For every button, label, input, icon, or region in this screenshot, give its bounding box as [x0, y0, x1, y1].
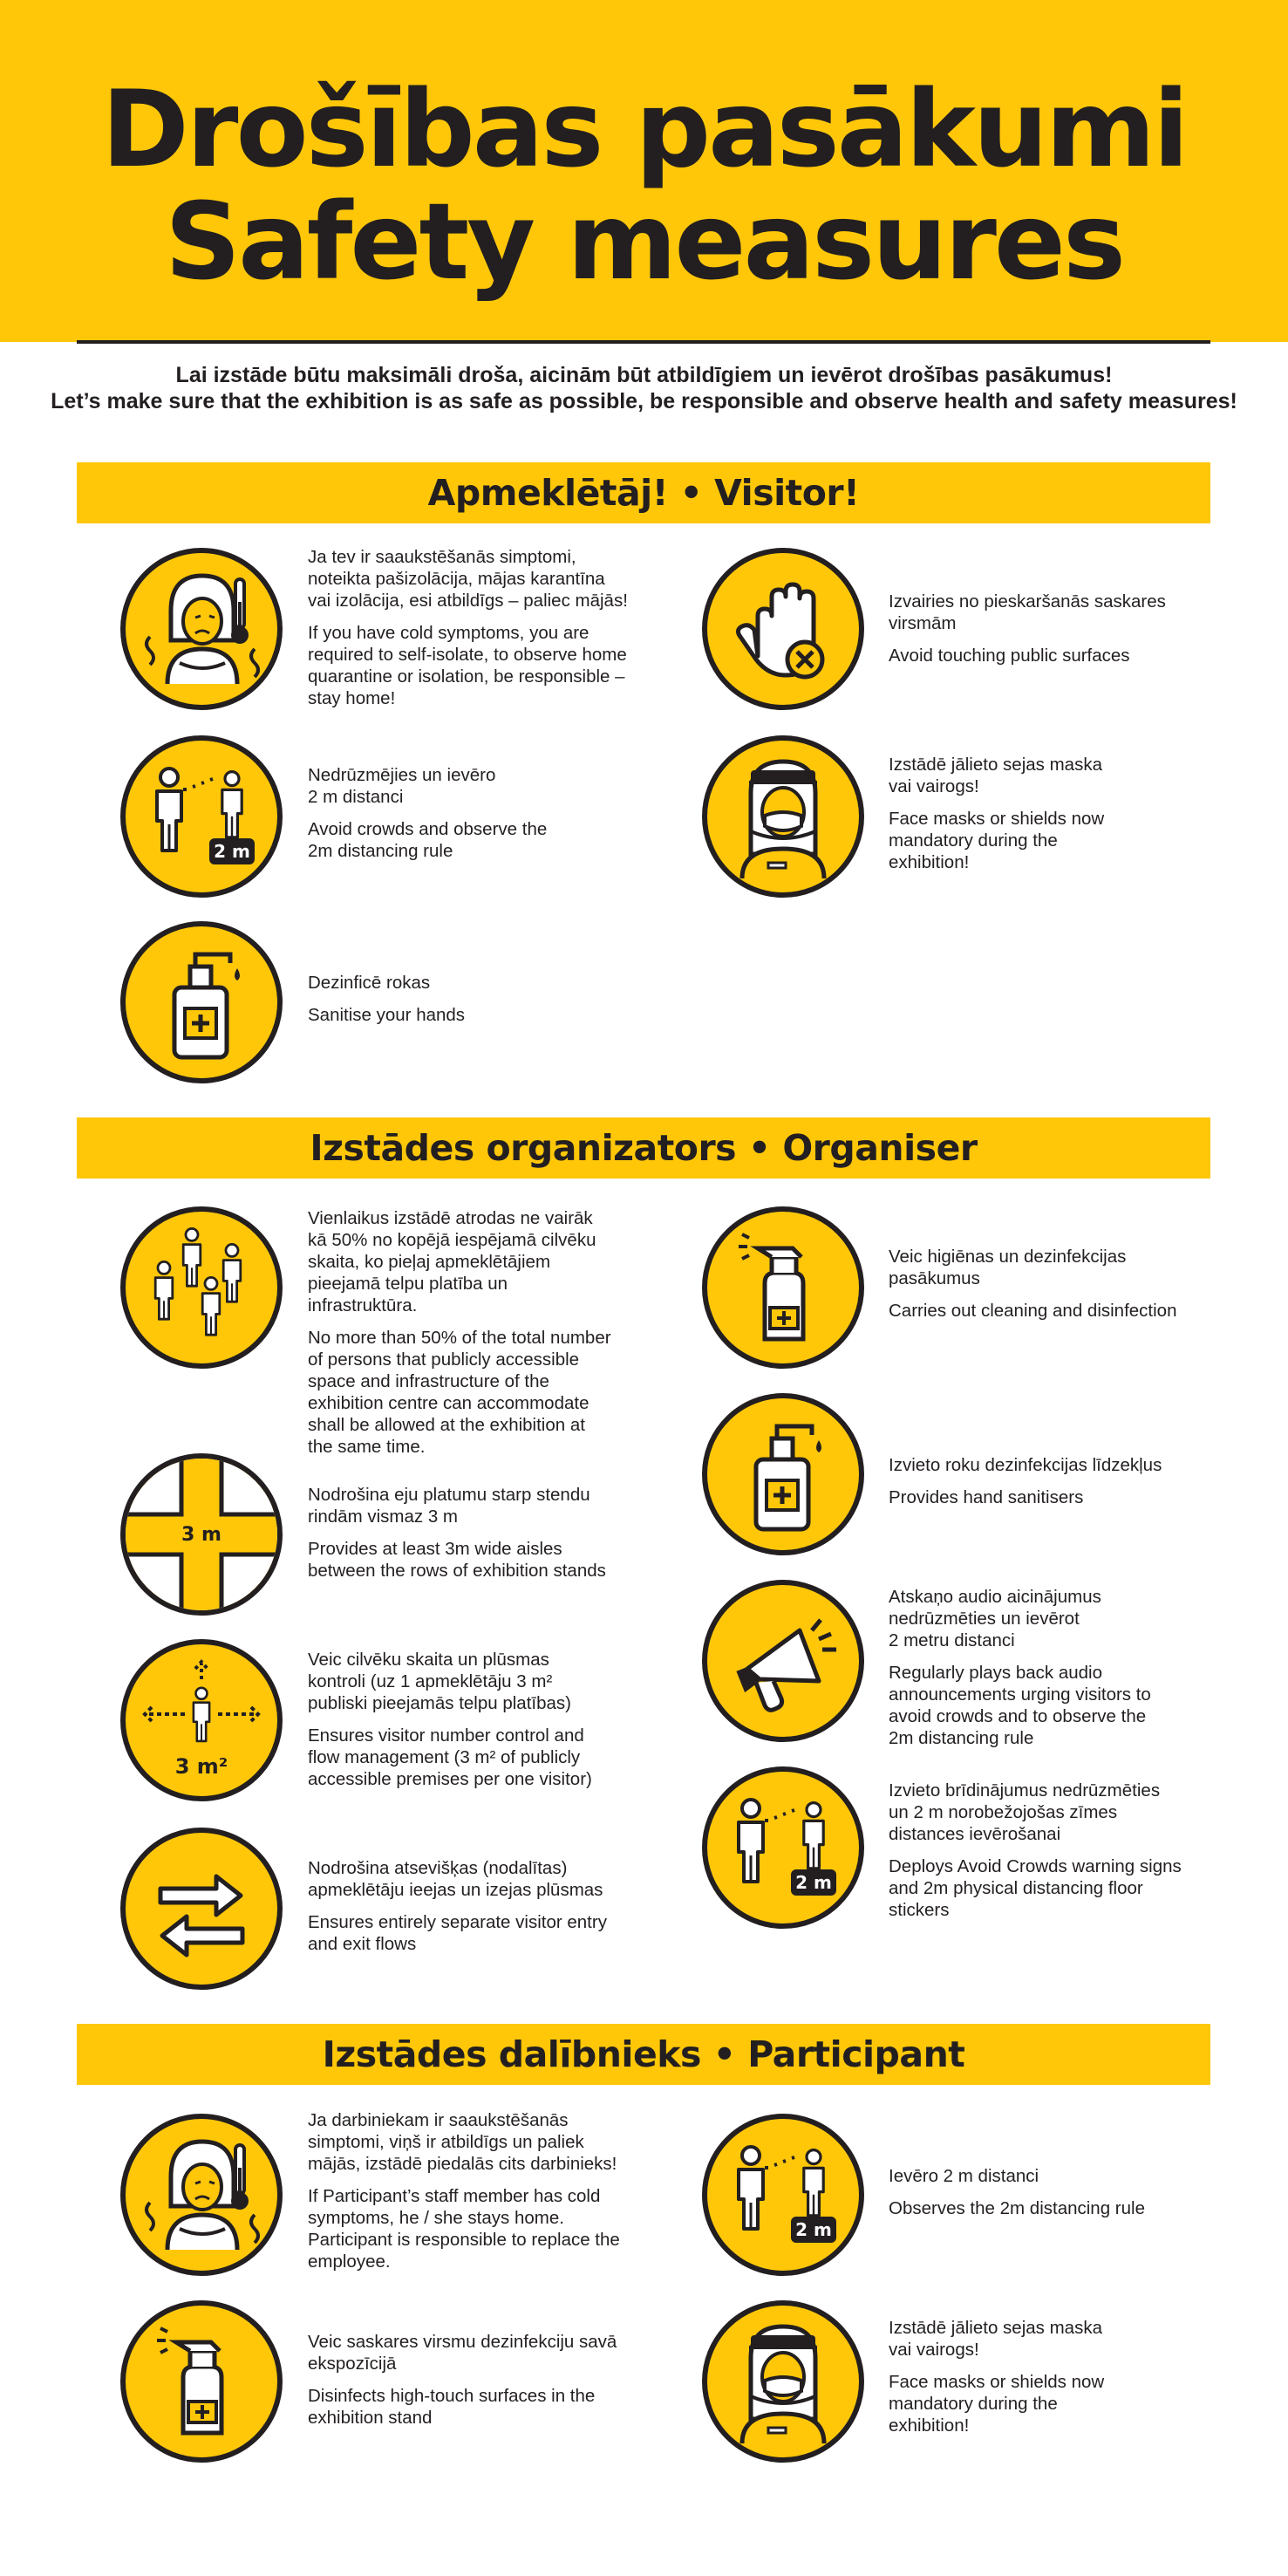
- item-text-lv: Nodrošina eju platumu starp stendu rindām vismaz 3 m: [308, 1485, 590, 1527]
- intro-text-en: Let’s make sure that the exhibition is as safe as possible, be responsible and observe health and safety measures!: [51, 389, 1237, 413]
- distance-badge: 2 m: [795, 2219, 832, 2240]
- item-text-en: Carries out cleaning and disinfection: [889, 1301, 1177, 1321]
- item-text-lv: Veic higiēnas un dezinfekcijas pasākumus: [889, 1247, 1127, 1288]
- face-mask-shield-icon: [702, 2300, 864, 2463]
- item-text-en: Observes the 2m distancing rule: [889, 2198, 1145, 2218]
- distance-2m-icon: [120, 735, 283, 898]
- item-text-en: Deploys Avoid Crowds warning signs and 2m physical distancing floor stickers: [889, 1856, 1182, 1920]
- item-text-lv: Izvieto brīdinājumus nedrūzmēties un 2 m norobežojošas zīmes distances ievērošanai: [889, 1780, 1161, 1844]
- intro-text-lv: Lai izstāde būtu maksimāli droša, aicinām būt atbildīgiem un ievērot drošības pasākumus!: [175, 363, 1113, 387]
- item-text-en: Face masks or shields now mandatory during the exhibition!: [889, 2372, 1105, 2436]
- distance-2m-icon: [702, 2114, 864, 2276]
- page-title-lv: Drošības pasākumi: [101, 68, 1187, 191]
- person-area-icon: [120, 1639, 283, 1801]
- item-text-en: Ensures entirely separate visitor entry and exit flows: [308, 1912, 607, 1954]
- spray-bottle-icon: [702, 1206, 864, 1369]
- aisle-width-icon: [120, 1453, 283, 1616]
- item-text-lv: Dezinficē rokas: [308, 973, 431, 993]
- item-text-en: Ensures visitor number control and flow management (3 m² of publicly accessible premises per one visitor): [308, 1725, 592, 1789]
- item-text-en: If you have cold symptoms, you are required to self-isolate, to observe home quarantine or isolation, be responsible – stay home!: [308, 623, 627, 708]
- item-text-lv: Nodrošina atsevišķas (nodalītas) apmeklētāju ieejas un izejas plūsmas: [308, 1858, 603, 1900]
- item-text-lv: Izstādē jālieto sejas maska vai vairogs!: [889, 2318, 1102, 2360]
- item-text-lv: Vienlaikus izstādē atrodas ne vairāk kā 50% no kopējā iespējamā cilvēku skaita, ko pieļaj apmeklētājiem pieejamā telpu platība un infrastruktūra.: [308, 1208, 596, 1315]
- sick-person-thermometer-icon: [120, 2114, 283, 2276]
- aisle-badge: 3 m: [181, 1524, 221, 1546]
- item-text-lv: Veic cilvēku skaita un plūsmas kontroli (uz 1 apmeklētāju 3 m² publiski pieejamās telpu platības): [308, 1650, 571, 1713]
- item-text-lv: Izstādē jālieto sejas maska vai vairogs!: [889, 755, 1102, 796]
- distance-2m-icon: [702, 1766, 864, 1929]
- section-heading-participant: Izstādes dalībnieks • Participant: [77, 2024, 1210, 2085]
- header-banner: [0, 0, 1288, 342]
- section-heading-organiser: Izstādes organizators • Organiser: [77, 1117, 1210, 1179]
- area-badge: 3 m²: [174, 1754, 228, 1779]
- item-text-lv: Izvieto roku dezinfekcijas līdzekļus: [889, 1455, 1162, 1475]
- item-text-lv: Ievēro 2 m distanci: [889, 2166, 1039, 2186]
- item-text-en: If Participant’s staff member has cold symptoms, he / she stays home. Participant is responsible to replace the employee.: [308, 2186, 620, 2272]
- item-text-lv: Izvairies no pieskaršanās saskares virsmām: [889, 591, 1166, 633]
- spray-bottle-icon: [120, 2300, 283, 2463]
- no-touch-hand-icon: [702, 548, 864, 710]
- hand-sanitizer-icon: [702, 1393, 864, 1555]
- entry-exit-arrows-icon: [120, 1828, 283, 1990]
- megaphone-icon: [702, 1580, 864, 1742]
- face-mask-shield-icon: [702, 735, 864, 898]
- distance-badge: 2 m: [214, 841, 250, 862]
- item-text-lv: Veic saskares virsmu dezinfekciju savā ekspozīcijā: [308, 2332, 617, 2374]
- item-text-lv: Nedrūzmējies un ievēro 2 m distanci: [308, 765, 496, 807]
- item-text-lv: Atskaņo audio aicinājumus nedrūzmēties un ievērot 2 metru distanci: [889, 1587, 1101, 1650]
- item-text-en: Regularly plays back audio announcements urging visitors to avoid crowds and to observe the 2m distancing rule: [889, 1663, 1151, 1748]
- distance-badge: 2 m: [795, 1872, 832, 1893]
- page-title-en: Safety measures: [164, 181, 1124, 304]
- hand-sanitizer-icon: [120, 921, 283, 1083]
- item-text-en: Provides hand sanitisers: [889, 1487, 1084, 1507]
- crowd-capacity-icon: [120, 1206, 283, 1369]
- item-text-en: Avoid touching public surfaces: [889, 646, 1130, 666]
- item-text-en: No more than 50% of the total number of persons that publicly accessible space and infrastructure of the exhibition centre can accommodate shall be allowed at the exhibition at the same time.: [308, 1328, 611, 1457]
- item-text-en: Avoid crowds and observe the 2m distancing rule: [308, 819, 548, 861]
- item-text-lv: Ja darbiniekam ir saaukstēšanās simptomi, viņš ir atbildīgs un paliek mājās, izstādē piedalās cits darbinieks!: [308, 2110, 617, 2174]
- section-heading-visitor: Apmeklētāj! • Visitor!: [77, 462, 1210, 523]
- header-divider: [77, 340, 1210, 344]
- item-text-en: Face masks or shields now mandatory during the exhibition!: [889, 809, 1105, 872]
- item-text-en: Sanitise your hands: [308, 1005, 466, 1025]
- item-text-en: Provides at least 3m wide aisles between the rows of exhibition stands: [308, 1539, 606, 1581]
- item-text-lv: Ja tev ir saaukstēšanās simptomi, noteikta pašizolācija, mājas karantīna vai izolācija, esi atbildīgs – paliec mājās!: [308, 547, 628, 611]
- item-text-en: Disinfects high-touch surfaces in the exhibition stand: [308, 2386, 596, 2428]
- sick-person-thermometer-icon: [120, 548, 283, 710]
